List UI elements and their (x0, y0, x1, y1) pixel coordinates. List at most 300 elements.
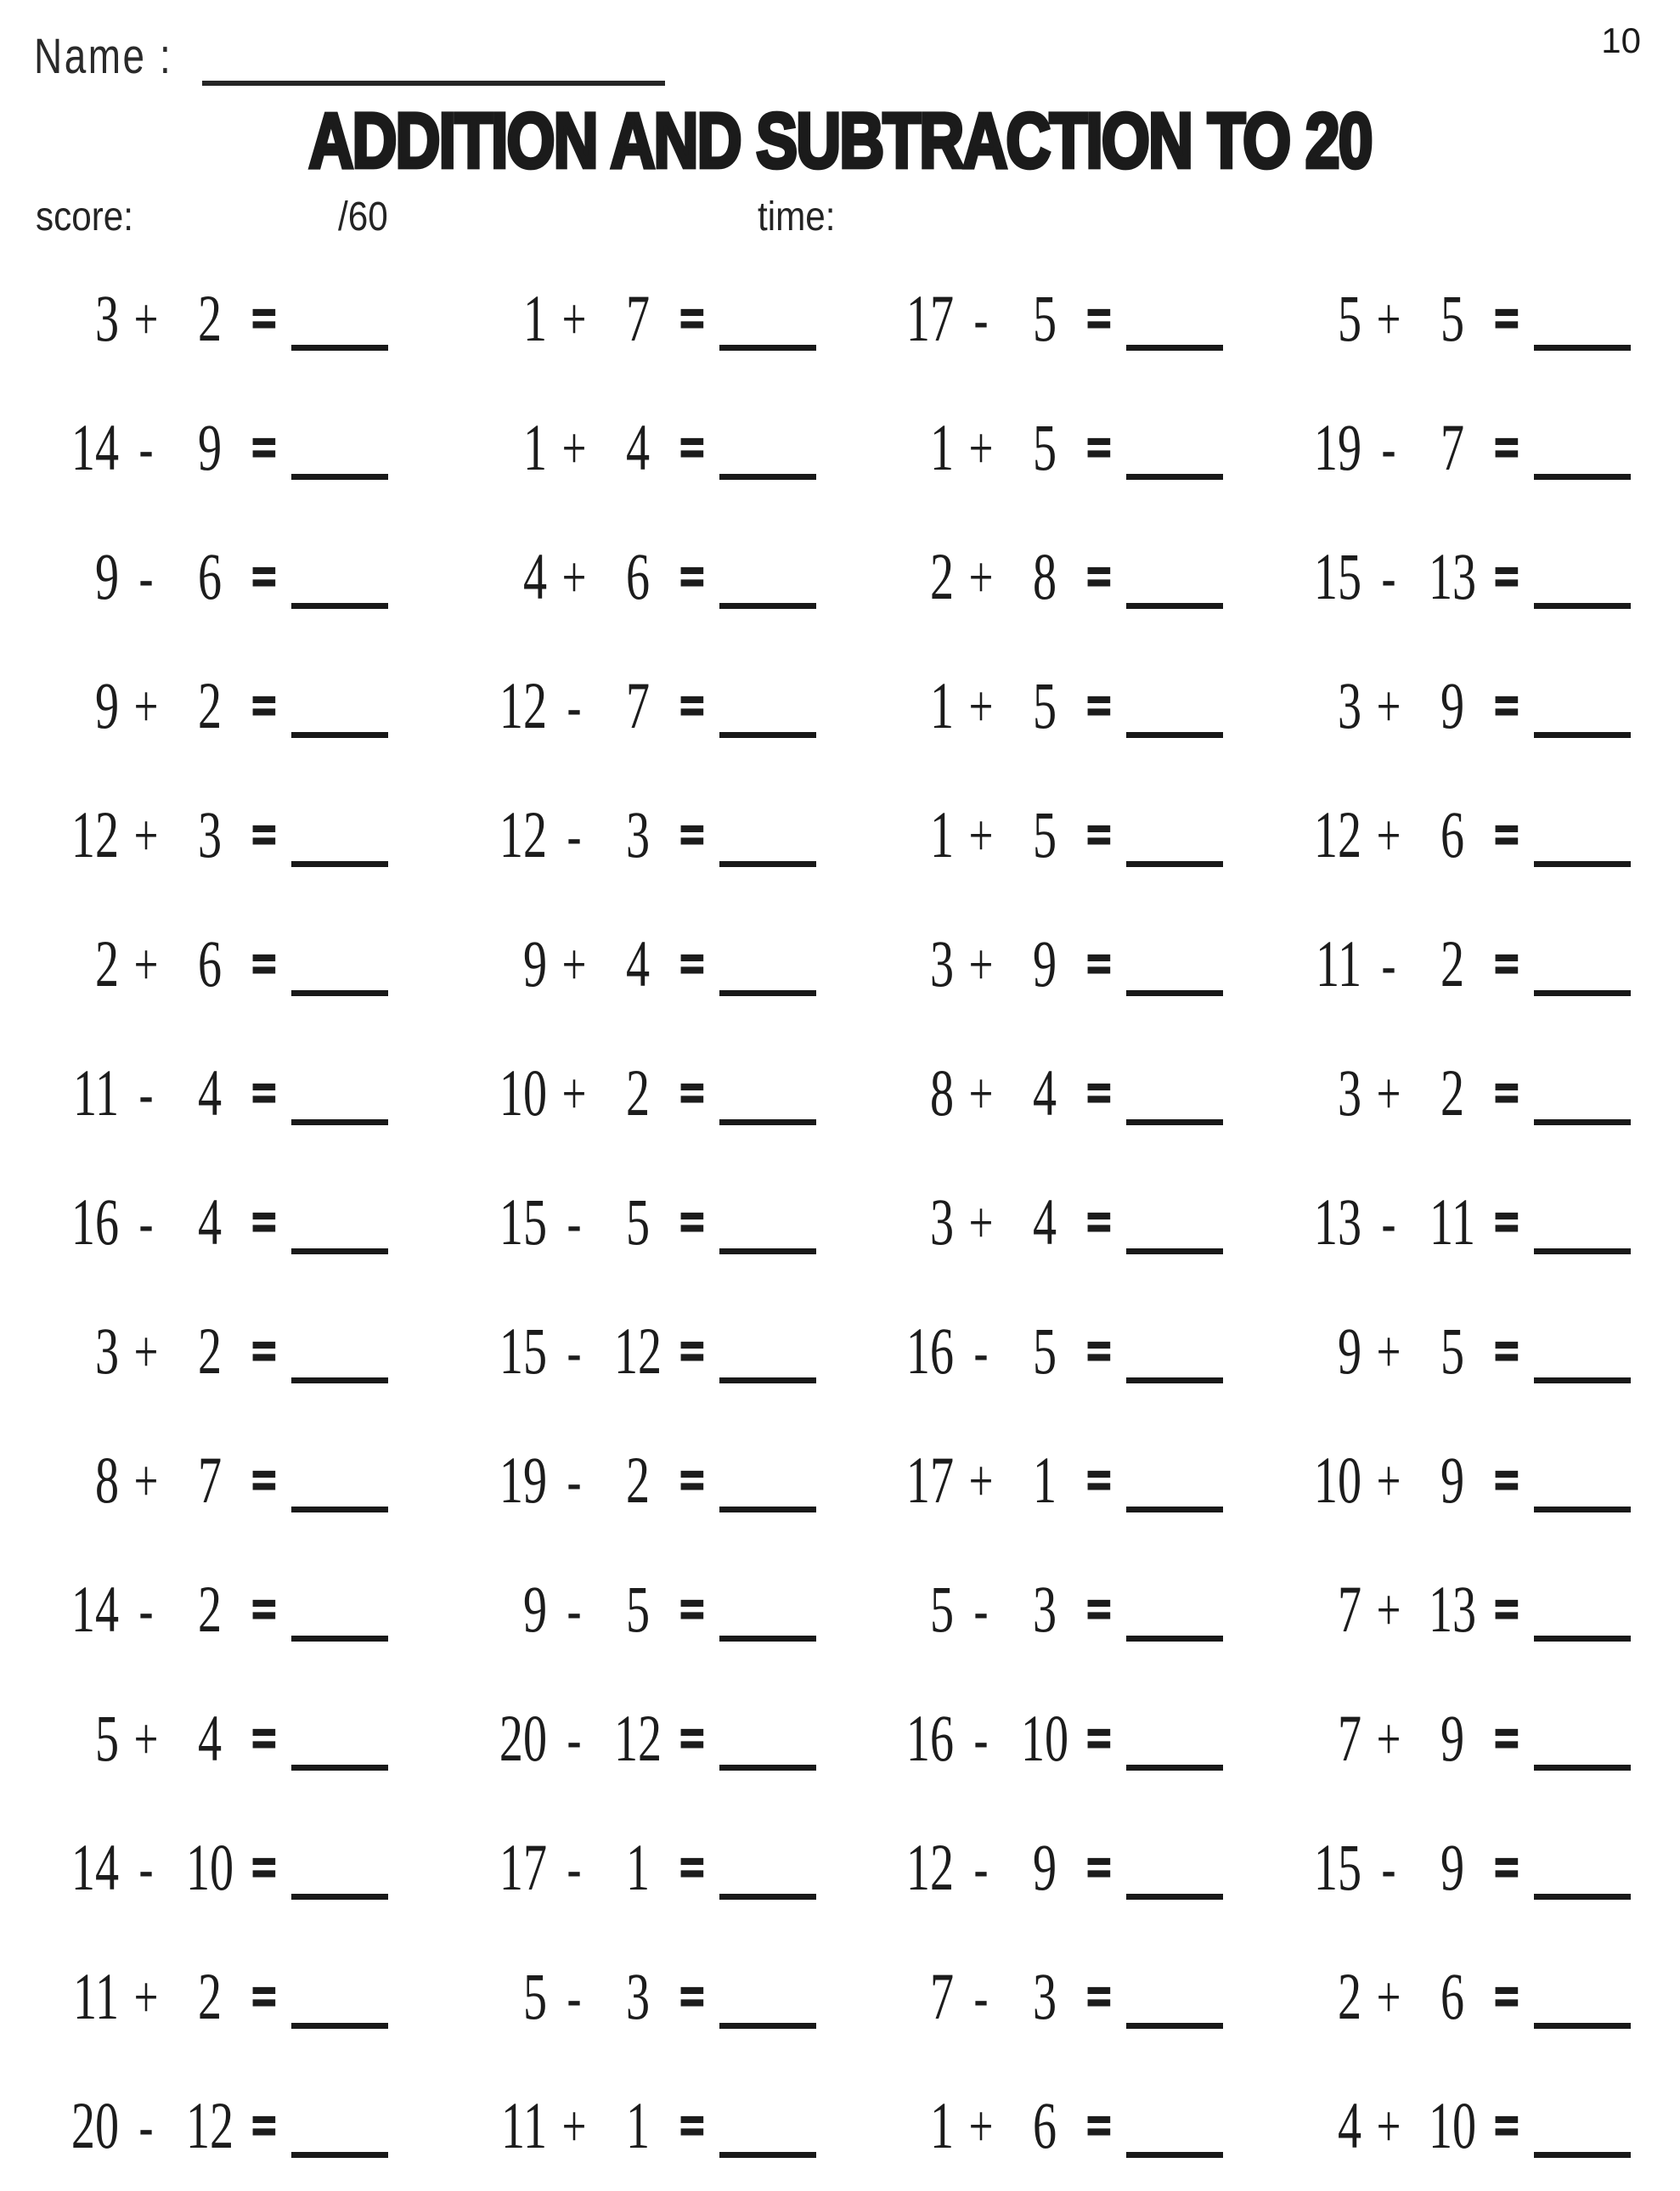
equals-sign: = (1493, 414, 1518, 483)
problem (1253, 1158, 1660, 1287)
answer-blank[interactable] (291, 934, 388, 996)
problem (31, 1804, 438, 1933)
operand-a: 1 (522, 282, 547, 356)
operand-a: 5 (1337, 282, 1361, 356)
problem (438, 1804, 846, 1933)
operand-b: 5 (1440, 1315, 1464, 1388)
problem (1253, 900, 1660, 1029)
answer-blank[interactable] (1534, 1450, 1631, 1512)
plus-operator: + (1376, 1448, 1401, 1514)
problem (845, 1158, 1253, 1287)
equals-sign: = (1086, 284, 1111, 354)
equals-sign: = (1086, 2092, 1111, 2161)
problem (31, 1287, 438, 1417)
operand-b: 12 (613, 1315, 662, 1388)
operand-a: 7 (1337, 1573, 1361, 1647)
minus-operator: - (567, 803, 581, 869)
answer-blank[interactable] (1126, 1967, 1223, 2029)
plus-operator: + (1376, 1061, 1401, 1127)
plus-operator: + (968, 673, 994, 740)
equals-sign: = (1086, 543, 1111, 612)
answer-blank[interactable] (1126, 1580, 1223, 1642)
answer-blank[interactable] (1126, 1192, 1223, 1254)
equals-sign: = (1086, 1317, 1111, 1387)
equals-sign: = (679, 543, 703, 612)
operand-b: 10 (1428, 2089, 1476, 2163)
operand-a: 2 (929, 540, 954, 614)
equals-sign: = (1086, 414, 1111, 483)
problem (31, 1158, 438, 1287)
answer-blank[interactable] (1534, 1063, 1631, 1125)
worksheet-title: ADDITION AND SUBTRACTION TO 20 (308, 96, 1372, 185)
operand-b: 10 (1020, 1702, 1069, 1776)
equals-sign: = (1086, 1833, 1111, 1903)
equals-sign: = (679, 1833, 703, 1903)
operand-b: 9 (1032, 1831, 1057, 1905)
problem (1253, 384, 1660, 513)
answer-blank[interactable] (291, 547, 388, 609)
operand-b: 6 (197, 927, 223, 1001)
answer-blank[interactable] (719, 1967, 816, 2029)
score-total: /60 (338, 194, 388, 239)
minus-operator: - (567, 1577, 581, 1643)
minus-operator: - (567, 1964, 581, 2030)
operand-a: 11 (1315, 927, 1361, 1001)
plus-operator: + (968, 415, 994, 482)
problem (1253, 1287, 1660, 1417)
minus-operator: - (138, 1835, 154, 1901)
plus-operator: + (561, 2093, 586, 2160)
operand-a: 3 (1337, 1056, 1361, 1130)
problem (1253, 642, 1660, 771)
operand-b: 4 (1032, 1186, 1057, 1259)
operand-b: 5 (1440, 282, 1464, 356)
plus-operator: + (133, 1319, 159, 1385)
equals-sign: = (1493, 284, 1518, 354)
operand-a: 17 (499, 1831, 547, 1905)
answer-blank[interactable] (1126, 1321, 1223, 1383)
equals-sign: = (251, 801, 276, 870)
operand-a: 2 (1337, 1960, 1361, 2034)
answer-blank[interactable] (1534, 934, 1631, 996)
operand-a: 16 (905, 1702, 954, 1776)
operand-b: 9 (1032, 927, 1057, 1001)
operand-a: 5 (522, 1960, 547, 2034)
minus-operator: - (973, 1835, 989, 1901)
answer-blank[interactable] (719, 1192, 816, 1254)
operand-b: 4 (625, 927, 650, 1001)
operand-a: 11 (72, 1056, 119, 1130)
answer-blank[interactable] (291, 418, 388, 480)
minus-operator: - (567, 1319, 581, 1385)
operand-a: 15 (1313, 540, 1361, 614)
plus-operator: + (1376, 1964, 1401, 2030)
operand-b: 2 (197, 669, 223, 743)
equals-sign: = (1493, 1059, 1518, 1129)
plus-operator: + (968, 544, 994, 611)
answer-blank[interactable] (1534, 2096, 1631, 2158)
equals-sign: = (251, 1833, 276, 1903)
equals-sign: = (251, 414, 276, 483)
operand-a: 17 (905, 1444, 954, 1518)
minus-operator: - (973, 1964, 989, 2030)
operand-a: 7 (929, 1960, 954, 2034)
operand-a: 9 (522, 1573, 547, 1647)
minus-operator: - (1381, 932, 1395, 998)
operand-a: 4 (1337, 2089, 1361, 2163)
answer-blank[interactable] (291, 1192, 388, 1254)
operand-a: 10 (1313, 1444, 1361, 1518)
answer-blank[interactable] (1534, 1321, 1631, 1383)
answer-blank[interactable] (1126, 1838, 1223, 1900)
minus-operator: - (567, 1190, 581, 1256)
operand-a: 15 (499, 1186, 547, 1259)
answer-blank[interactable] (1534, 1709, 1631, 1771)
problem (845, 513, 1253, 642)
operand-a: 14 (70, 411, 119, 485)
answer-blank[interactable] (291, 1709, 388, 1771)
operand-a: 1 (522, 411, 547, 485)
equals-sign: = (251, 1963, 276, 2032)
operand-a: 11 (500, 2089, 547, 2163)
operand-b: 7 (197, 1444, 223, 1518)
operand-b: 2 (197, 282, 223, 356)
answer-blank[interactable] (1126, 547, 1223, 609)
answer-blank[interactable] (1126, 676, 1223, 738)
minus-operator: - (1381, 544, 1395, 611)
equals-sign: = (1493, 1704, 1518, 1774)
operand-b: 6 (1440, 798, 1464, 872)
score-label: score: (36, 194, 134, 239)
answer-blank[interactable] (1534, 1838, 1631, 1900)
problem (438, 513, 846, 642)
answer-blank[interactable] (719, 676, 816, 738)
problem (845, 1287, 1253, 1417)
operand-a: 3 (94, 1315, 119, 1388)
plus-operator: + (561, 544, 586, 611)
problem (845, 771, 1253, 900)
problem (845, 255, 1253, 384)
operand-a: 1 (929, 798, 954, 872)
problem (1253, 771, 1660, 900)
minus-operator: - (973, 1577, 989, 1643)
operand-b: 4 (625, 411, 650, 485)
equals-sign: = (679, 1059, 703, 1129)
answer-blank[interactable] (1534, 676, 1631, 738)
equals-sign: = (679, 1317, 703, 1387)
answer-blank[interactable] (719, 1709, 816, 1771)
equals-sign: = (1086, 1446, 1111, 1516)
problem (1253, 255, 1660, 384)
minus-operator: - (973, 286, 989, 352)
answer-blank[interactable] (719, 2096, 816, 2158)
operand-a: 9 (522, 927, 547, 1001)
operand-b: 4 (197, 1702, 223, 1776)
equals-sign: = (251, 930, 276, 1000)
answer-blank[interactable] (1534, 1192, 1631, 1254)
answer-blank[interactable] (719, 1580, 816, 1642)
equals-sign: = (1086, 801, 1111, 870)
problem (438, 255, 846, 384)
answer-blank[interactable] (291, 1967, 388, 2029)
operand-a: 1 (929, 411, 954, 485)
plus-operator: + (561, 932, 586, 998)
answer-blank[interactable] (291, 1063, 388, 1125)
equals-sign: = (679, 284, 703, 354)
answer-blank[interactable] (291, 1580, 388, 1642)
equals-sign: = (1493, 1575, 1518, 1645)
answer-blank[interactable] (291, 2096, 388, 2158)
operand-a: 12 (70, 798, 119, 872)
problem (31, 1417, 438, 1546)
operand-a: 8 (929, 1056, 954, 1130)
plus-operator: + (968, 1061, 994, 1127)
operand-b: 2 (197, 1960, 223, 2034)
answer-blank[interactable] (719, 547, 816, 609)
problem (1253, 1546, 1660, 1675)
answer-blank[interactable] (719, 1063, 816, 1125)
equals-sign: = (1493, 1963, 1518, 2032)
problem (1253, 513, 1660, 642)
problem (438, 1158, 846, 1287)
equals-sign: = (679, 672, 703, 741)
answer-blank[interactable] (1534, 547, 1631, 609)
answer-blank[interactable] (719, 289, 816, 351)
equals-sign: = (1493, 801, 1518, 870)
equals-sign: = (1086, 1704, 1111, 1774)
answer-blank[interactable] (1126, 1450, 1223, 1512)
operand-b: 2 (625, 1056, 650, 1130)
operand-a: 3 (1337, 669, 1361, 743)
time-label: time: (758, 194, 836, 239)
equals-sign: = (1086, 1963, 1111, 2032)
problem (438, 1417, 846, 1546)
answer-blank[interactable] (1534, 1967, 1631, 2029)
problem (438, 2062, 846, 2191)
equals-sign: = (1493, 1188, 1518, 1258)
problem (845, 900, 1253, 1029)
meta-row (0, 194, 1680, 245)
operand-b: 11 (1429, 1186, 1475, 1259)
problem (31, 2062, 438, 2191)
operand-b: 5 (1032, 1315, 1057, 1388)
equals-sign: = (251, 543, 276, 612)
operand-b: 3 (625, 1960, 650, 2034)
answer-blank[interactable] (719, 934, 816, 996)
operand-b: 4 (197, 1056, 223, 1130)
equals-sign: = (1493, 1317, 1518, 1387)
problem (438, 1029, 846, 1158)
equals-sign: = (1493, 1446, 1518, 1516)
equals-sign: = (679, 1575, 703, 1645)
plus-operator: + (968, 803, 994, 869)
operand-a: 20 (499, 1702, 547, 1776)
operand-b: 2 (1440, 1056, 1464, 1130)
operand-a: 17 (905, 282, 954, 356)
plus-operator: + (133, 1964, 159, 2030)
plus-operator: + (1376, 1319, 1401, 1385)
equals-sign: = (1493, 2092, 1518, 2161)
answer-blank[interactable] (1534, 289, 1631, 351)
operand-b: 5 (625, 1573, 650, 1647)
minus-operator: - (138, 1577, 154, 1643)
operand-b: 7 (625, 669, 650, 743)
operand-a: 14 (70, 1573, 119, 1647)
operand-b: 13 (1428, 540, 1476, 614)
answer-blank[interactable] (1534, 418, 1631, 480)
operand-a: 7 (1337, 1702, 1361, 1776)
problem (1253, 1933, 1660, 2062)
answer-blank[interactable] (719, 1450, 816, 1512)
equals-sign: = (251, 1575, 276, 1645)
equals-sign: = (679, 930, 703, 1000)
plus-operator: + (561, 415, 586, 482)
operand-b: 12 (185, 2089, 234, 2163)
answer-blank[interactable] (291, 1450, 388, 1512)
plus-operator: + (968, 1190, 994, 1256)
equals-sign: = (251, 284, 276, 354)
equals-sign: = (679, 414, 703, 483)
plus-operator: + (1376, 286, 1401, 352)
minus-operator: - (138, 2093, 154, 2160)
problem (845, 384, 1253, 513)
operand-b: 3 (1032, 1573, 1057, 1647)
answer-blank[interactable] (291, 676, 388, 738)
plus-operator: + (133, 932, 159, 998)
operand-b: 8 (1032, 540, 1057, 614)
plus-operator: + (133, 673, 159, 740)
answer-blank[interactable] (1126, 418, 1223, 480)
answer-blank[interactable] (1126, 2096, 1223, 2158)
equals-sign: = (679, 1963, 703, 2032)
equals-sign: = (251, 1704, 276, 1774)
problem (31, 771, 438, 900)
operand-b: 9 (1440, 1444, 1464, 1518)
problem (31, 1933, 438, 2062)
operand-b: 1 (1032, 1444, 1057, 1518)
answer-blank[interactable] (1126, 934, 1223, 996)
operand-a: 9 (1337, 1315, 1361, 1388)
operand-b: 5 (1032, 282, 1057, 356)
operand-a: 12 (905, 1831, 954, 1905)
operand-b: 5 (1032, 798, 1057, 872)
operand-b: 13 (1428, 1573, 1476, 1647)
minus-operator: - (567, 673, 581, 740)
problem (845, 1029, 1253, 1158)
operand-a: 15 (1313, 1831, 1361, 1905)
plus-operator: + (133, 286, 159, 352)
answer-blank[interactable] (291, 1321, 388, 1383)
problem (31, 1029, 438, 1158)
answer-blank[interactable] (1534, 1580, 1631, 1642)
plus-operator: + (1376, 803, 1401, 869)
equals-sign: = (679, 1446, 703, 1516)
answer-blank[interactable] (1126, 289, 1223, 351)
operand-a: 4 (522, 540, 547, 614)
equals-sign: = (1086, 1059, 1111, 1129)
operand-a: 9 (94, 540, 119, 614)
name-input-line[interactable] (202, 81, 665, 86)
answer-blank[interactable] (1534, 805, 1631, 867)
operand-a: 14 (70, 1831, 119, 1905)
plus-operator: + (968, 2093, 994, 2160)
equals-sign: = (251, 2092, 276, 2161)
problem (31, 255, 438, 384)
answer-blank[interactable] (719, 1321, 816, 1383)
minus-operator: - (138, 415, 154, 482)
operand-a: 1 (929, 669, 954, 743)
operand-a: 5 (929, 1573, 954, 1647)
operand-a: 13 (1313, 1186, 1361, 1259)
operand-a: 12 (1313, 798, 1361, 872)
equals-sign: = (251, 1188, 276, 1258)
problem (438, 1287, 846, 1417)
name-row (34, 29, 665, 85)
operand-b: 6 (1032, 2089, 1057, 2163)
equals-sign: = (679, 1704, 703, 1774)
minus-operator: - (973, 1319, 989, 1385)
operand-a: 16 (70, 1186, 119, 1259)
plus-operator: + (1376, 1577, 1401, 1643)
answer-blank[interactable] (1126, 1709, 1223, 1771)
equals-sign: = (1493, 672, 1518, 741)
operand-b: 9 (1440, 669, 1464, 743)
problem (31, 642, 438, 771)
plus-operator: + (561, 286, 586, 352)
problem (31, 900, 438, 1029)
problems-grid (31, 255, 1660, 2191)
plus-operator: + (968, 1448, 994, 1514)
minus-operator: - (1381, 415, 1395, 482)
plus-operator: + (1376, 1706, 1401, 1772)
minus-operator: - (1381, 1835, 1395, 1901)
operand-b: 6 (625, 540, 650, 614)
minus-operator: - (1381, 1190, 1395, 1256)
operand-a: 2 (94, 927, 119, 1001)
equals-sign: = (1086, 672, 1111, 741)
minus-operator: - (567, 1448, 581, 1514)
operand-a: 15 (499, 1315, 547, 1388)
minus-operator: - (138, 1061, 154, 1127)
answer-blank[interactable] (291, 805, 388, 867)
operand-b: 4 (197, 1186, 223, 1259)
answer-blank[interactable] (719, 1838, 816, 1900)
operand-a: 3 (94, 282, 119, 356)
operand-b: 9 (1440, 1702, 1464, 1776)
problem (1253, 1675, 1660, 1804)
operand-a: 20 (70, 2089, 119, 2163)
operand-a: 9 (94, 669, 119, 743)
plus-operator: + (133, 803, 159, 869)
equals-sign: = (251, 1317, 276, 1387)
operand-b: 9 (1440, 1831, 1464, 1905)
operand-b: 6 (1440, 1960, 1464, 2034)
answer-blank[interactable] (291, 1838, 388, 1900)
problem (438, 1546, 846, 1675)
problem (31, 1675, 438, 1804)
answer-blank[interactable] (719, 418, 816, 480)
operand-a: 3 (929, 927, 954, 1001)
problem (845, 1933, 1253, 2062)
problem (438, 900, 846, 1029)
answer-blank[interactable] (291, 289, 388, 351)
answer-blank[interactable] (1126, 1063, 1223, 1125)
equals-sign: = (251, 1059, 276, 1129)
equals-sign: = (1493, 930, 1518, 1000)
problem (845, 1804, 1253, 1933)
answer-blank[interactable] (1126, 805, 1223, 867)
answer-blank[interactable] (719, 805, 816, 867)
